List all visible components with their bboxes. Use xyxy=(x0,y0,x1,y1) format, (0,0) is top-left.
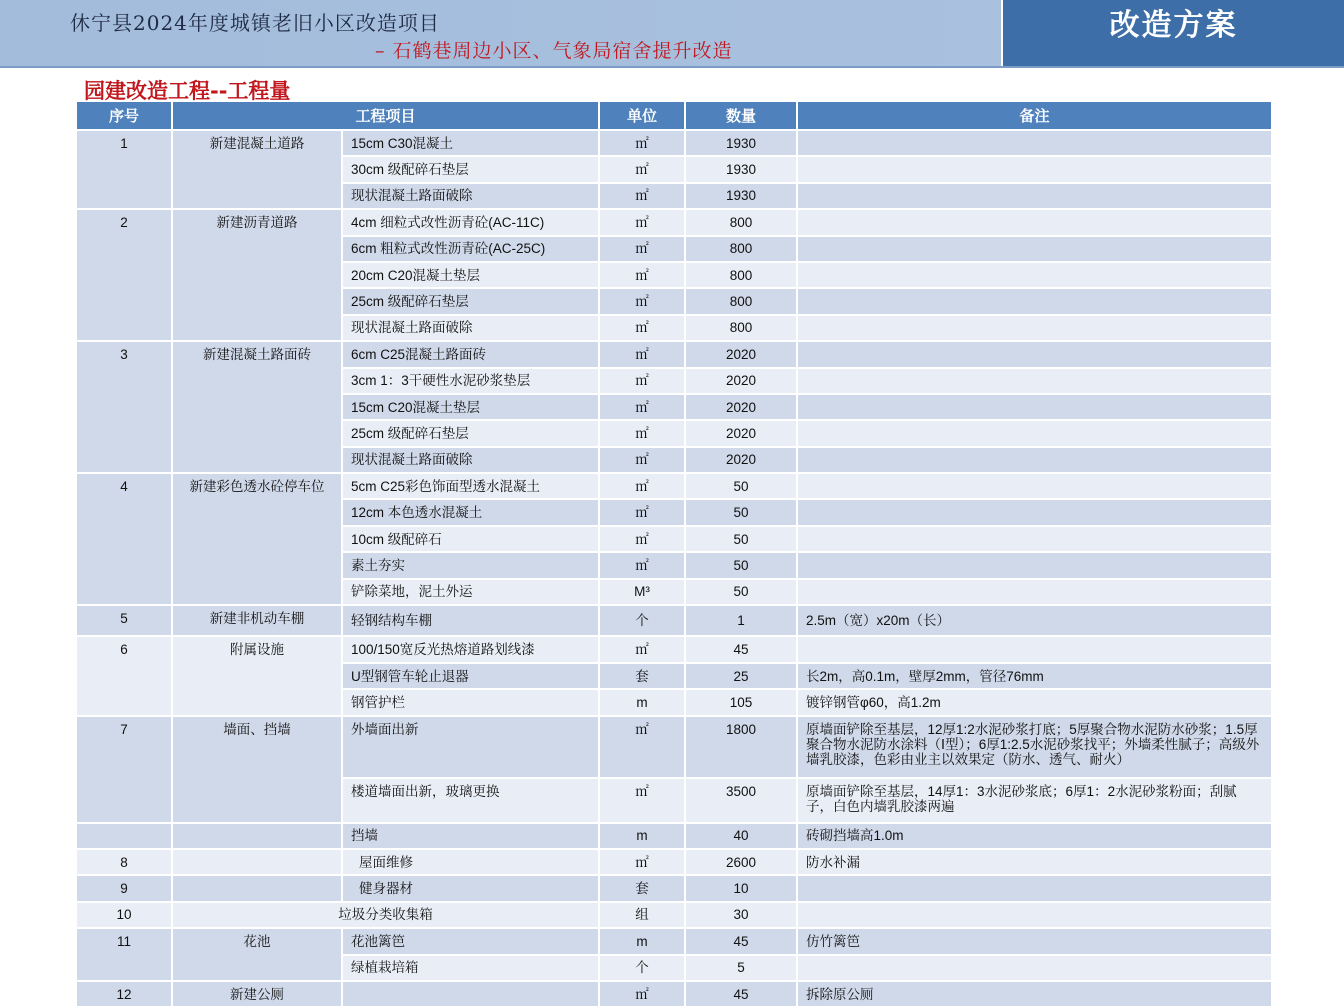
row-unit: m xyxy=(599,928,685,954)
row-unit: ㎡ xyxy=(599,716,685,778)
row-item: 素土夯实 xyxy=(342,552,599,578)
row-unit: ㎡ xyxy=(599,778,685,823)
row-no xyxy=(77,823,172,849)
table-row xyxy=(77,716,1272,778)
row-qty: 50 xyxy=(685,499,797,525)
table-row xyxy=(77,875,1272,901)
row-unit: ㎡ xyxy=(599,473,685,499)
table-row xyxy=(77,209,1272,235)
table-row xyxy=(77,928,1272,954)
row-category xyxy=(172,875,342,901)
row-qty: 50 xyxy=(685,552,797,578)
row-remark xyxy=(797,368,1272,394)
row-item: 挡墙 xyxy=(342,823,599,849)
row-unit: m xyxy=(599,823,685,849)
row-item: 30cm 级配碎石垫层 xyxy=(342,156,599,182)
row-remark xyxy=(797,499,1272,525)
row-no: 2 xyxy=(77,209,172,341)
row-qty: 800 xyxy=(685,315,797,341)
row-item: 现状混凝土路面破除 xyxy=(342,183,599,209)
row-remark xyxy=(797,341,1272,367)
row-qty: 105 xyxy=(685,689,797,715)
row-qty: 800 xyxy=(685,262,797,288)
row-item: 6cm C25混凝土路面砖 xyxy=(342,341,599,367)
row-item: 现状混凝土路面破除 xyxy=(342,447,599,473)
table-row xyxy=(77,823,1272,849)
row-unit: ㎡ xyxy=(599,156,685,182)
row-unit: M³ xyxy=(599,579,685,605)
row-qty: 2020 xyxy=(685,447,797,473)
row-qty: 2020 xyxy=(685,341,797,367)
row-no: 10 xyxy=(77,902,172,928)
project-subtitle: – 石鹤巷周边小区、气象局宿舍提升改造 xyxy=(375,40,733,62)
row-remark xyxy=(797,183,1272,209)
row-unit: 套 xyxy=(599,663,685,689)
row-remark xyxy=(797,262,1272,288)
row-qty: 2020 xyxy=(685,368,797,394)
row-qty: 10 xyxy=(685,875,797,901)
table-row xyxy=(77,605,1272,636)
row-qty: 2020 xyxy=(685,420,797,446)
row-no: 5 xyxy=(77,605,172,636)
row-category: 附属设施 xyxy=(172,636,342,715)
row-qty: 45 xyxy=(685,981,797,1007)
banner-divider xyxy=(0,66,1344,68)
table-header-row xyxy=(77,102,1272,130)
row-item: 20cm C20混凝土垫层 xyxy=(342,262,599,288)
row-no: 6 xyxy=(77,636,172,715)
row-item: 12cm 本色透水混凝土 xyxy=(342,499,599,525)
row-item: 6cm 粗粒式改性沥青砼(AC-25C) xyxy=(342,236,599,262)
table-row xyxy=(77,473,1272,499)
row-remark xyxy=(797,236,1272,262)
col-header-item: 工程项目 xyxy=(172,102,599,130)
row-no: 4 xyxy=(77,473,172,605)
row-remark xyxy=(797,420,1272,446)
slide-header xyxy=(0,0,1344,68)
row-category: 新建非机动车棚 xyxy=(172,605,342,636)
row-item: 外墙面出新 xyxy=(342,716,599,778)
row-item: U型钢管车轮止退器 xyxy=(342,663,599,689)
row-item: 15cm C20混凝土垫层 xyxy=(342,394,599,420)
row-no: 3 xyxy=(77,341,172,473)
row-no: 1 xyxy=(77,130,172,209)
row-unit: ㎡ xyxy=(599,183,685,209)
row-unit: 组 xyxy=(599,902,685,928)
row-item: 25cm 级配碎石垫层 xyxy=(342,288,599,314)
row-item: 5cm C25彩色饰面型透水混凝土 xyxy=(342,473,599,499)
row-remark xyxy=(797,288,1272,314)
row-remark: 原墙面铲除至基层，12厚1:2水泥砂浆打底；5厚聚合物水泥防水砂浆；1.5厚聚合物水泥防水涂料（Ⅰ型）；6厚1:2.5水泥砂浆找平；外墙柔性腻子；高级外墙乳胶漆，色彩由业主以效果定（防水、透气、耐火） xyxy=(797,716,1272,778)
row-remark xyxy=(797,526,1272,552)
row-qty: 1930 xyxy=(685,130,797,156)
row-item: 花池篱笆 xyxy=(342,928,599,954)
row-item: 垃圾分类收集箱 xyxy=(172,902,599,928)
row-unit: ㎡ xyxy=(599,499,685,525)
row-item: 钢管护栏 xyxy=(342,689,599,715)
row-item: 绿植栽培箱 xyxy=(342,955,599,981)
row-no: 7 xyxy=(77,716,172,823)
table-heading: 园建改造工程--工程量 xyxy=(84,79,291,102)
quantity-table xyxy=(77,102,1273,1008)
row-category: 墙面、挡墙 xyxy=(172,716,342,823)
row-remark: 长2m，高0.1m，壁厚2mm，管径76mm xyxy=(797,663,1272,689)
row-remark: 砖砌挡墙高1.0m xyxy=(797,823,1272,849)
row-qty: 50 xyxy=(685,473,797,499)
row-category xyxy=(172,823,342,849)
row-qty: 1930 xyxy=(685,183,797,209)
row-qty: 50 xyxy=(685,579,797,605)
project-title: 休宁县2024年度城镇老旧小区改造项目 xyxy=(70,11,440,35)
table-row xyxy=(77,341,1272,367)
table-row xyxy=(77,636,1272,662)
table-row xyxy=(77,130,1272,156)
row-unit: m xyxy=(599,689,685,715)
row-no: 9 xyxy=(77,875,172,901)
row-unit: ㎡ xyxy=(599,849,685,875)
row-qty: 30 xyxy=(685,902,797,928)
row-unit: 个 xyxy=(599,605,685,636)
row-unit: ㎡ xyxy=(599,209,685,235)
row-unit: ㎡ xyxy=(599,262,685,288)
row-item: 4cm 细粒式改性沥青砼(AC-11C) xyxy=(342,209,599,235)
row-remark: 拆除原公厕 xyxy=(797,981,1272,1007)
row-qty: 800 xyxy=(685,288,797,314)
row-no: 11 xyxy=(77,928,172,981)
row-qty: 45 xyxy=(685,636,797,662)
table-row xyxy=(77,981,1272,1007)
row-unit: 个 xyxy=(599,955,685,981)
row-unit: ㎡ xyxy=(599,636,685,662)
col-header-qty: 数量 xyxy=(685,102,797,130)
col-header-remark: 备注 xyxy=(797,102,1272,130)
row-qty: 45 xyxy=(685,928,797,954)
row-category: 新建混凝土道路 xyxy=(172,130,342,209)
row-item xyxy=(342,981,599,1007)
col-header-no: 序号 xyxy=(77,102,172,130)
row-qty: 3500 xyxy=(685,778,797,823)
row-category: 新建混凝土路面砖 xyxy=(172,341,342,473)
row-item: 15cm C30混凝土 xyxy=(342,130,599,156)
row-remark: 仿竹篱笆 xyxy=(797,928,1272,954)
row-item: 铲除菜地，泥土外运 xyxy=(342,579,599,605)
row-item: 屋面维修 xyxy=(342,849,599,875)
row-remark xyxy=(797,902,1272,928)
row-remark: 镀锌钢管φ60，高1.2m xyxy=(797,689,1272,715)
row-unit: ㎡ xyxy=(599,288,685,314)
row-no: 8 xyxy=(77,849,172,875)
row-remark xyxy=(797,955,1272,981)
table-row xyxy=(77,849,1272,875)
row-qty: 5 xyxy=(685,955,797,981)
table-row xyxy=(77,902,1272,928)
row-remark: 原墙面铲除至基层，14厚1：3水泥砂浆底；6厚1：2水泥砂浆粉面；刮腻子，白色内墙乳胶漆两遍 xyxy=(797,778,1272,823)
row-item: 100/150宽反光热熔道路划线漆 xyxy=(342,636,599,662)
row-item: 健身器材 xyxy=(342,875,599,901)
col-header-unit: 单位 xyxy=(599,102,685,130)
row-item: 现状混凝土路面破除 xyxy=(342,315,599,341)
row-remark xyxy=(797,156,1272,182)
row-remark xyxy=(797,315,1272,341)
row-qty: 1800 xyxy=(685,716,797,778)
row-category: 花池 xyxy=(172,928,342,981)
row-item: 10cm 级配碎石 xyxy=(342,526,599,552)
row-unit: ㎡ xyxy=(599,447,685,473)
row-remark xyxy=(797,473,1272,499)
row-qty: 25 xyxy=(685,663,797,689)
row-qty: 1930 xyxy=(685,156,797,182)
row-qty: 2020 xyxy=(685,394,797,420)
row-item: 3cm 1：3干硬性水泥砂浆垫层 xyxy=(342,368,599,394)
row-remark xyxy=(797,579,1272,605)
row-category: 新建公厕 xyxy=(172,981,342,1007)
row-unit: ㎡ xyxy=(599,981,685,1007)
row-qty: 800 xyxy=(685,209,797,235)
row-unit: ㎡ xyxy=(599,526,685,552)
row-unit: ㎡ xyxy=(599,394,685,420)
row-unit: 套 xyxy=(599,875,685,901)
row-qty: 40 xyxy=(685,823,797,849)
row-unit: ㎡ xyxy=(599,315,685,341)
row-unit: ㎡ xyxy=(599,368,685,394)
row-item: 25cm 级配碎石垫层 xyxy=(342,420,599,446)
row-qty: 1 xyxy=(685,605,797,636)
row-qty: 800 xyxy=(685,236,797,262)
row-item: 楼道墙面出新，玻璃更换 xyxy=(342,778,599,823)
row-no: 12 xyxy=(77,981,172,1007)
row-unit: ㎡ xyxy=(599,420,685,446)
row-remark xyxy=(797,394,1272,420)
row-remark xyxy=(797,130,1272,156)
row-remark xyxy=(797,875,1272,901)
row-remark xyxy=(797,209,1272,235)
section-badge: 改造方案 xyxy=(1109,8,1238,43)
row-unit: ㎡ xyxy=(599,130,685,156)
row-category: 新建沥青道路 xyxy=(172,209,342,341)
row-unit: ㎡ xyxy=(599,236,685,262)
row-remark: 防水补漏 xyxy=(797,849,1272,875)
row-remark xyxy=(797,636,1272,662)
row-item: 轻钢结构车棚 xyxy=(342,605,599,636)
row-unit: ㎡ xyxy=(599,341,685,367)
row-remark: 2.5m（宽）x20m（长） xyxy=(797,605,1272,636)
row-category: 新建彩色透水砼停车位 xyxy=(172,473,342,605)
row-remark xyxy=(797,447,1272,473)
row-category xyxy=(172,849,342,875)
row-qty: 50 xyxy=(685,526,797,552)
row-remark xyxy=(797,552,1272,578)
row-qty: 2600 xyxy=(685,849,797,875)
row-unit: ㎡ xyxy=(599,552,685,578)
